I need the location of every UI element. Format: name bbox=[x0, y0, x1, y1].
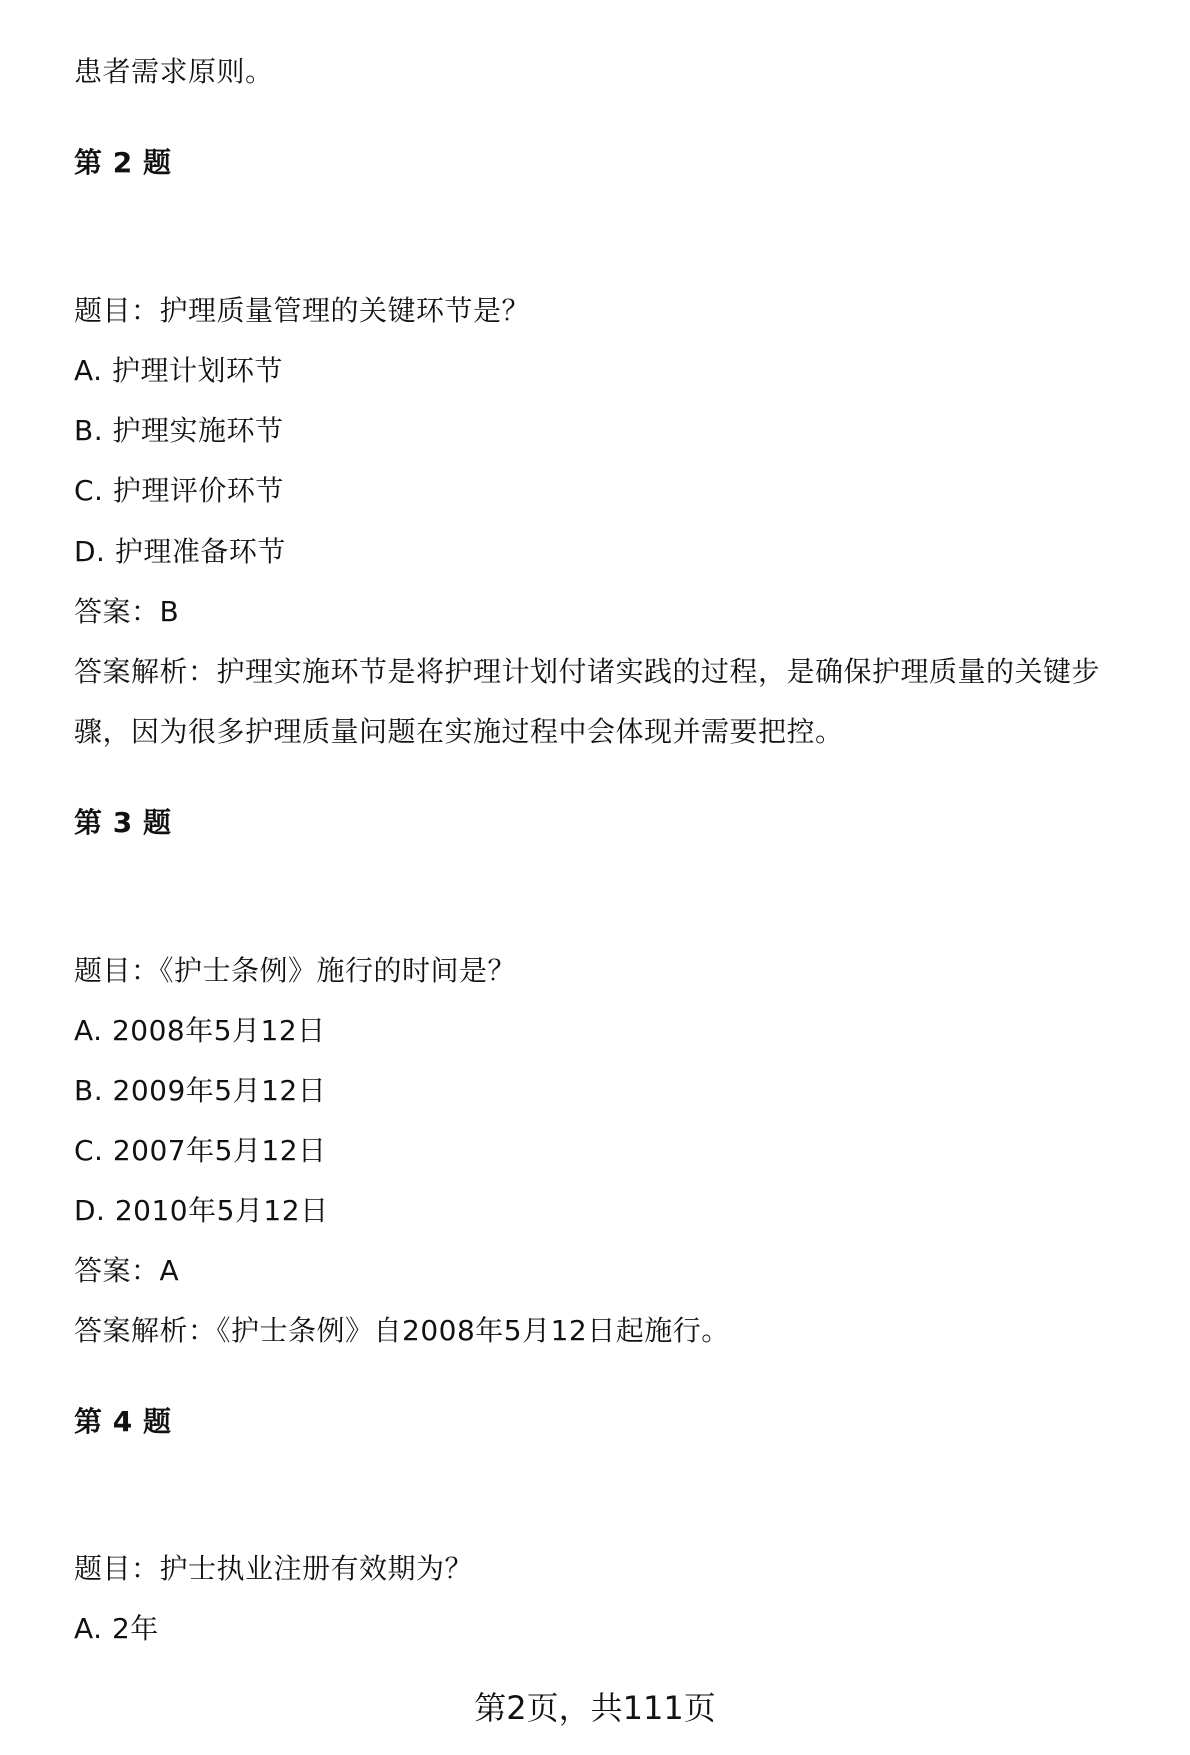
question-4-option-a: A. 2年 bbox=[74, 1612, 159, 1645]
question-3-option-c: C. 2007年5月12日 bbox=[74, 1134, 327, 1167]
question-4-stem: 题目：护士执业注册有效期为？ bbox=[74, 1552, 474, 1585]
question-4-heading: 第 4 题 bbox=[74, 1405, 172, 1438]
question-2-heading: 第 2 题 bbox=[74, 146, 172, 179]
question-2-option-d: D. 护理准备环节 bbox=[74, 535, 286, 568]
question-3-analysis-line-1: 答案解析：《护士条例》自2008年5月12日起施行。 bbox=[74, 1314, 730, 1347]
question-2-option-b: B. 护理实施环节 bbox=[74, 414, 284, 447]
question-3-option-b: B. 2009年5月12日 bbox=[74, 1074, 327, 1107]
question-2-stem: 题目：护理质量管理的关键环节是？ bbox=[74, 294, 531, 327]
question-2-analysis-line-2: 骤，因为很多护理质量问题在实施过程中会体现并需要把控。 bbox=[74, 715, 844, 748]
question-2-answer: 答案：B bbox=[74, 595, 180, 628]
question-3-option-a: A. 2008年5月12日 bbox=[74, 1014, 326, 1047]
question-3-option-d: D. 2010年5月12日 bbox=[74, 1194, 329, 1227]
question-3-heading: 第 3 题 bbox=[74, 806, 172, 839]
question-3-stem: 题目：《护士条例》施行的时间是？ bbox=[74, 954, 517, 987]
page-footer: 第2页，共111页 bbox=[474, 1689, 716, 1727]
lead-text: 患者需求原则。 bbox=[74, 55, 274, 88]
question-2-option-a: A. 护理计划环节 bbox=[74, 354, 283, 387]
question-3-answer: 答案：A bbox=[74, 1254, 180, 1287]
question-2-option-c: C. 护理评价环节 bbox=[74, 474, 284, 507]
question-2-analysis-line-1: 答案解析：护理实施环节是将护理计划付诸实践的过程，是确保护理质量的关键步 bbox=[74, 655, 1101, 688]
